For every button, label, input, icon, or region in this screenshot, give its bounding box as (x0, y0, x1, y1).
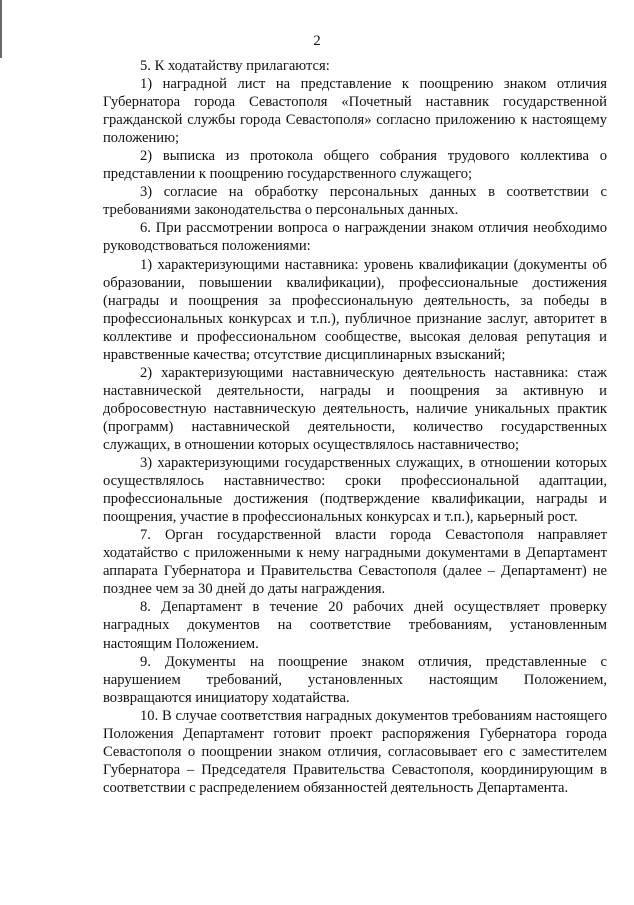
paragraph-5-item-3: 3) согласие на обработку персональных данных в соответствии с требованиями законодательства о персональных данных. (103, 184, 607, 219)
paragraph-6-item-3: 3) характеризующими государственных служащих, в отношении которых осуществлялось наставничество: сроки профессиональной адаптации, профессиональные достижения (подтверждение квалификации, награды и поощрения, участие в профессиональных конкурсах и т.п.), карьерный рост. (103, 455, 607, 526)
paragraph-8: 8. Департамент в течение 20 рабочих дней осуществляет проверку наградных документов на соответствие требованиям, установленным настоящим Положением. (103, 599, 607, 652)
paragraph-5-item-2: 2) выписка из протокола общего собрания трудового коллектива о представлении к поощрению государственного служащего; (103, 148, 607, 183)
paragraph-5: 5. К ходатайству прилагаются: (140, 58, 330, 74)
paragraph-5-item-1: 1) наградной лист на представление к поощрению знаком отличия Губернатора города Севастополя «Почетный наставник государственной гражданской службы города Севастополя» согласно приложению к настоящему положению; (103, 76, 607, 147)
paragraph-6: 6. При рассмотрении вопроса о награждении знаком отличия необходимо руководствоваться положениями: (103, 220, 607, 255)
paragraph-10: 10. В случае соответствия наградных документов требованиям настоящего Положения Департамент готовит проект распоряжения Губернатора города Севастополя о поощрении знаком отличия, согласовывает его с заместителем Губернатора – Председателя Правительства Севастополя, координирующим в соответствии с распределением обязанностей деятельность Департамента. (103, 707, 607, 796)
paragraph-6-item-1: 1) характеризующими наставника: уровень квалификации (документы об образовании, повышении квалификации), профессиональные достижения (награды и поощрения за профессиональную деятельность, за победы в профессиональных конкурсах и т.п.), публичное признание заслуг, авторитет в коллективе и профессиональном сообществе, высокая деловая репутация и нравственные качества; отсутствие дисциплинарных взысканий; (103, 256, 607, 363)
document-body (103, 57, 607, 797)
paragraph-7: 7. Орган государственной власти города Севастополя направляет ходатайство с приложенными к нему наградными документами в Департамент аппарата Губернатора и Правительства Севастополя (далее – Департамент) не позднее чем за 30 дней до даты награждения. (103, 527, 607, 598)
paragraph-6-item-2: 2) характеризующими наставническую деятельность наставника: стаж наставнической деятельности, награды и поощрения за активную и добросовестную наставническую деятельность, наличие уникальных практик (программ) наставнической деятельности, количество государственных служащих, в отношении которых осуществлялось наставничество; (103, 364, 607, 453)
paragraph-9: 9. Документы на поощрение знаком отличия, представленные с нарушением требований, установленных настоящим Положением, возвращаются инициатору ходатайства. (103, 653, 607, 706)
page-number: 2 (313, 33, 321, 49)
